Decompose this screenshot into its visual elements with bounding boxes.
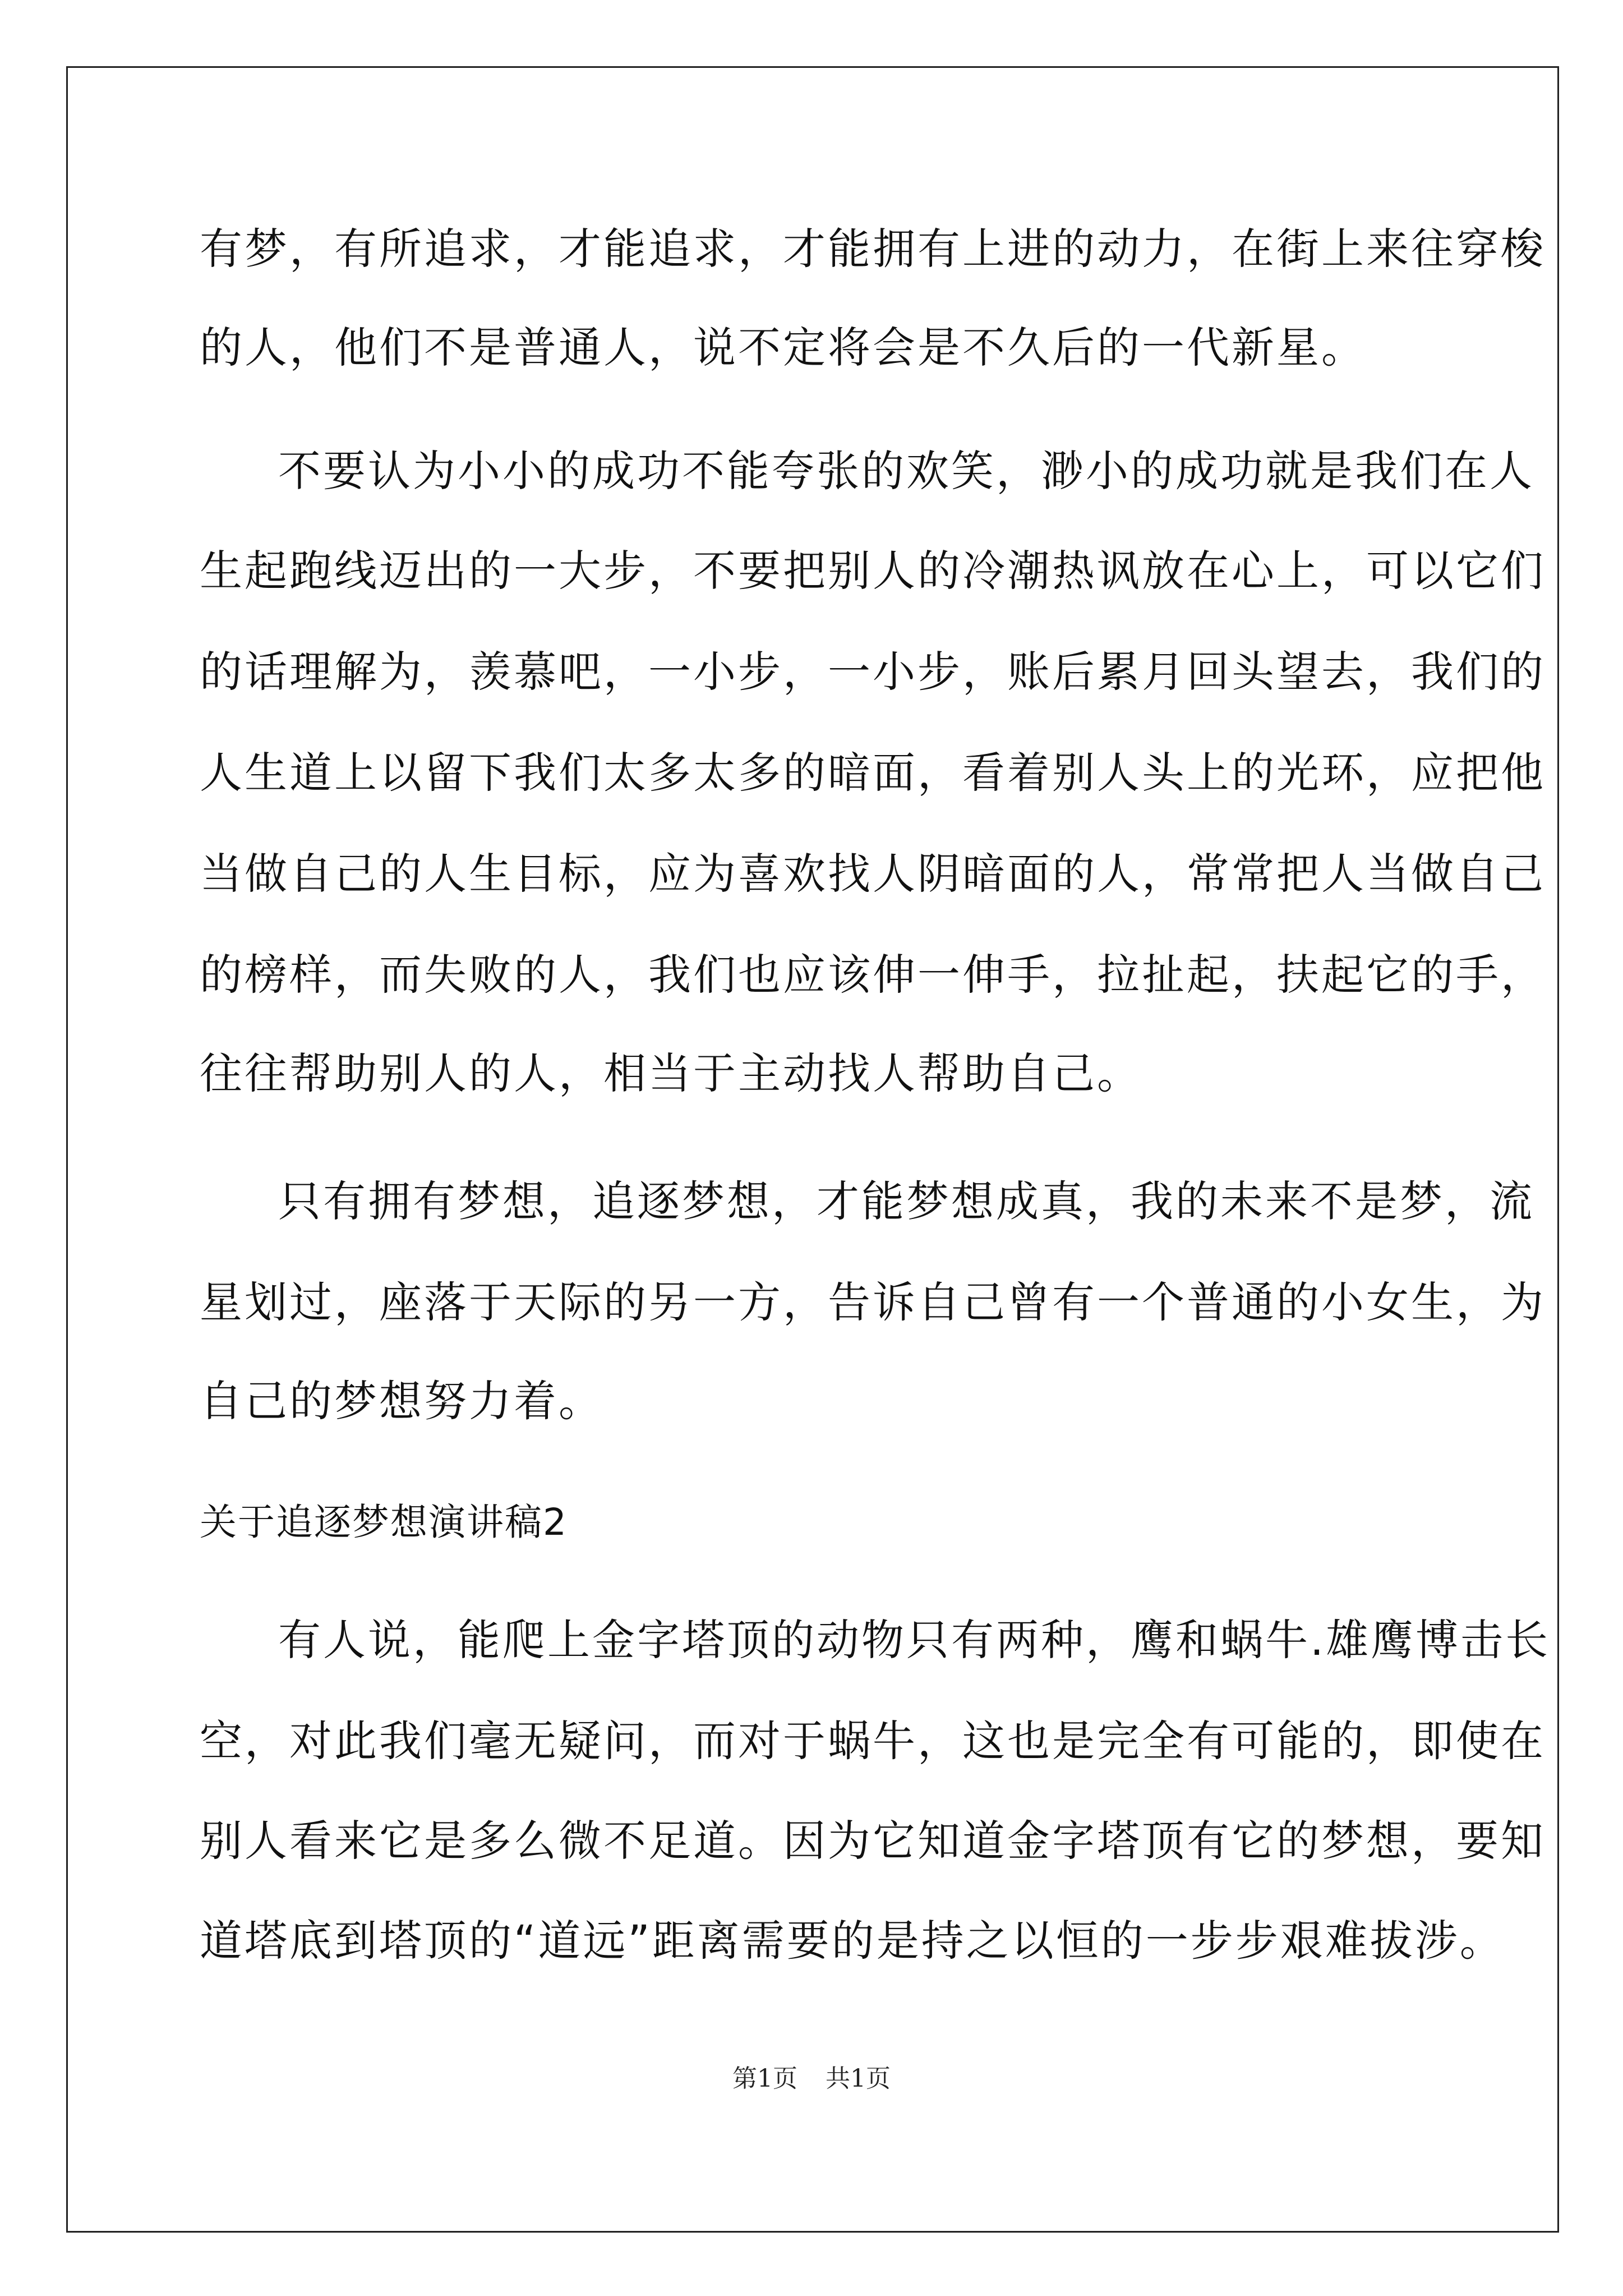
body-line: 的榜样，而失败的人，我们也应该伸一伸手，拉扯起，扶起它的手， (200, 950, 1546, 1000)
body-line: 别人看来它是多么微不足道。因为它知道金字塔顶有它的梦想，要知 (200, 1816, 1546, 1866)
section-heading: 关于追逐梦想演讲稿2 (200, 1501, 568, 1544)
body-line: 生起跑线迈出的一大步，不要把别人的冷潮热讽放在心上，可以它们 (200, 546, 1546, 596)
body-line: 星划过，座落于天际的另一方，告诉自己曾有一个普通的小女生，为 (200, 1277, 1546, 1327)
body-line: 当做自己的人生目标，应为喜欢找人阴暗面的人，常常把人当做自己 (200, 849, 1546, 899)
page-total: 共1页 (826, 2064, 891, 2093)
page-number: 第1页 (732, 2064, 797, 2093)
body-line: 空，对此我们毫无疑问，而对于蜗牛，这也是完全有可能的，即使在 (200, 1716, 1546, 1766)
body-line: 不要认为小小的成功不能夸张的欢笑，渺小的成功就是我们在人 (278, 446, 1534, 496)
body-line: 有梦，有所追求，才能追求，才能拥有上进的动力，在街上来往穿梭 (200, 224, 1546, 274)
page-footer (0, 2062, 1623, 2096)
body-line: 道塔底到塔顶的“道远”距离需要的是持之以恒的一步步艰难拔涉。 (200, 1916, 1505, 1966)
body-line: 自己的梦想努力着。 (200, 1376, 603, 1426)
body-line: 的人，他们不是普通人，说不定将会是不久后的一代新星。 (200, 323, 1366, 372)
body-line: 有人说，能爬上金字塔顶的动物只有两种，鹰和蜗牛.雄鹰博击长 (278, 1615, 1551, 1665)
body-line: 往往帮助别人的人，相当于主动找人帮助自己。 (200, 1048, 1142, 1098)
body-line: 人生道上以留下我们太多太多的暗面，看着别人头上的光环，应把他 (200, 748, 1546, 798)
body-line: 的话理解为，羡慕吧，一小步，一小步，账后累月回头望去，我们的 (200, 647, 1546, 697)
body-line: 只有拥有梦想，追逐梦想，才能梦想成真，我的未来不是梦，流 (278, 1176, 1534, 1226)
page-frame (66, 66, 1559, 2233)
